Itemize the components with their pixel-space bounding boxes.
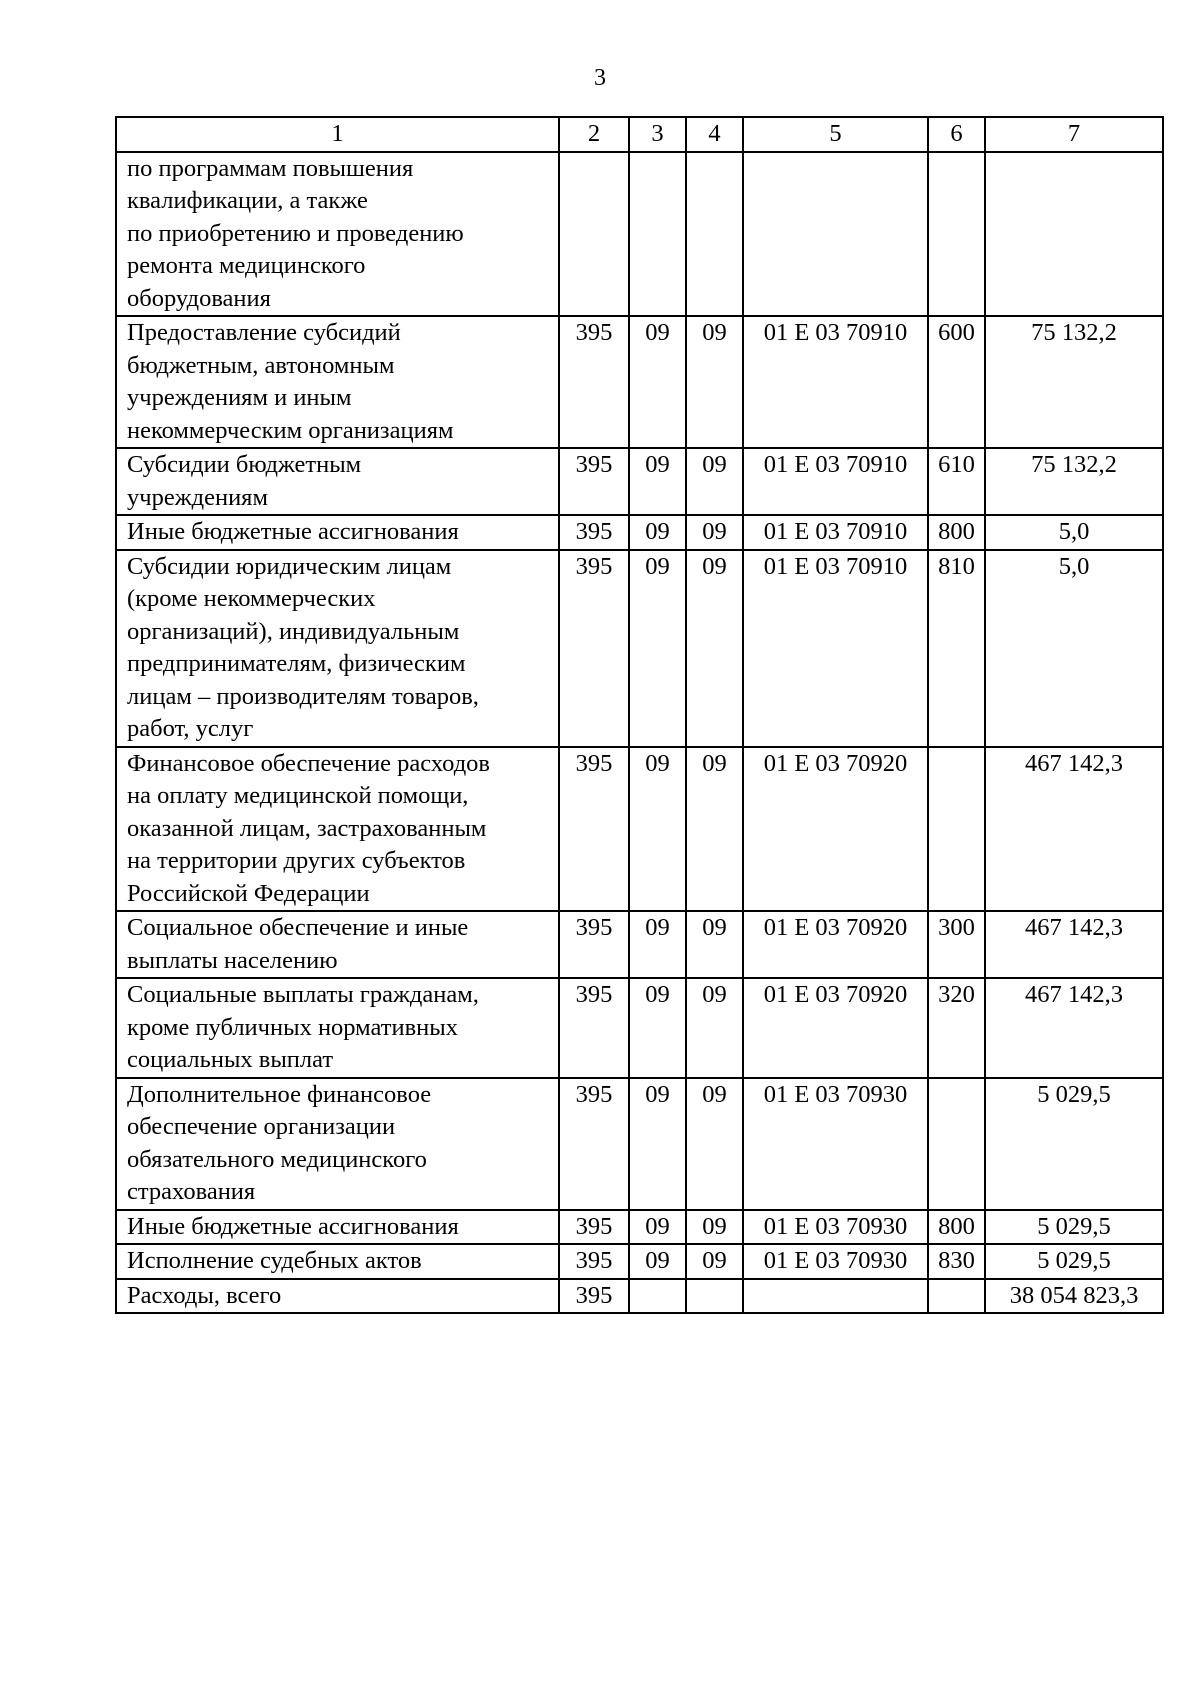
target-article-cell: 01 Е 03 70910: [743, 515, 928, 550]
subsection-code-cell: 09: [686, 1210, 743, 1245]
row-name-line: на территории других субъектов: [127, 847, 466, 874]
admin-code-cell: 395: [559, 316, 629, 448]
amount-cell: 75 132,2: [985, 316, 1163, 448]
row-name-cell: [116, 1078, 559, 1210]
amount-cell: 5 029,5: [985, 1078, 1163, 1210]
table-row: [116, 978, 1163, 1078]
row-name-line: бюджетным, автономным: [127, 351, 395, 379]
row-name-line: учреждениям и иным: [127, 384, 352, 411]
subsection-code-cell: 09: [686, 316, 743, 448]
admin-code-cell: 395: [559, 1210, 629, 1245]
amount-cell: 38 054 823,3: [985, 1279, 1163, 1314]
row-name-line: Финансовое обеспечение расходов: [127, 749, 491, 777]
expense-type-cell: 830: [928, 1244, 985, 1279]
column-header: 2: [559, 117, 629, 152]
amount-cell: 467 142,3: [985, 911, 1163, 978]
row-name-line: организаций), индивидуальным: [127, 617, 460, 645]
admin-code-cell: 395: [559, 1279, 629, 1314]
row-name-line: выплаты населению: [127, 946, 338, 974]
row-name-line: работ, услуг: [127, 715, 254, 742]
expense-type-cell: [928, 1279, 985, 1314]
budget-table: [115, 116, 1164, 1314]
row-name-cell: [116, 152, 559, 317]
target-article-cell: 01 Е 03 70910: [743, 550, 928, 747]
row-name-line: некоммерческим организациям: [127, 416, 454, 444]
amount-cell: 467 142,3: [985, 978, 1163, 1078]
row-name-line: обязательного медицинского: [127, 1145, 427, 1173]
admin-code-cell: 395: [559, 1078, 629, 1210]
target-article-cell: 01 Е 03 70930: [743, 1210, 928, 1245]
target-article-cell: 01 Е 03 70910: [743, 448, 928, 515]
row-name-line: Предоставление субсидий: [127, 319, 401, 346]
row-name-line: на оплату медицинской помощи,: [127, 782, 469, 809]
row-name-cell: [116, 316, 559, 448]
row-name-line: ремонта медицинского: [127, 252, 366, 279]
subsection-code-cell: [686, 1279, 743, 1314]
subsection-code-cell: 09: [686, 911, 743, 978]
page-number: 3: [594, 65, 606, 91]
amount-cell: [985, 152, 1163, 317]
expense-type-cell: 300: [928, 911, 985, 978]
admin-code-cell: 395: [559, 550, 629, 747]
row-name-line: Дополнительное финансовое: [127, 1080, 432, 1108]
table-row: [116, 747, 1163, 912]
section-code-cell: 09: [629, 515, 686, 550]
admin-code-cell: 395: [559, 978, 629, 1078]
row-name-line: Исполнение судебных актов: [127, 1247, 422, 1274]
expense-type-cell: [928, 152, 985, 317]
row-name-line: обеспечение организации: [127, 1113, 396, 1140]
expense-type-cell: 320: [928, 978, 985, 1078]
row-name-line: страхования: [127, 1178, 256, 1205]
section-code-cell: [629, 1279, 686, 1314]
section-code-cell: 09: [629, 550, 686, 747]
table-row: [116, 550, 1163, 747]
column-header: 1: [116, 117, 559, 152]
section-code-cell: 09: [629, 1244, 686, 1279]
table-row: [116, 316, 1163, 448]
row-name-line: лицам – производителям товаров,: [127, 682, 479, 710]
subsection-code-cell: 09: [686, 747, 743, 912]
table-row: [116, 1078, 1163, 1210]
subsection-code-cell: 09: [686, 550, 743, 747]
subsection-code-cell: 09: [686, 1244, 743, 1279]
table-header-row: [116, 117, 1163, 152]
admin-code-cell: 395: [559, 911, 629, 978]
section-code-cell: [629, 152, 686, 317]
admin-code-cell: 395: [559, 1244, 629, 1279]
column-header: 3: [629, 117, 686, 152]
table-row: [116, 448, 1163, 515]
row-name-cell: [116, 515, 559, 550]
section-code-cell: 09: [629, 1210, 686, 1245]
target-article-cell: 01 Е 03 70910: [743, 316, 928, 448]
target-article-cell: 01 Е 03 70920: [743, 747, 928, 912]
table-row: [116, 1279, 1163, 1314]
expense-type-cell: [928, 1078, 985, 1210]
admin-code-cell: 395: [559, 747, 629, 912]
table-row: [116, 1244, 1163, 1279]
row-name-cell: [116, 1244, 559, 1279]
amount-cell: 5 029,5: [985, 1210, 1163, 1245]
row-name-line: (кроме некоммерческих: [127, 585, 376, 612]
section-code-cell: 09: [629, 911, 686, 978]
expense-type-cell: 810: [928, 550, 985, 747]
row-name-line: Субсидии юридическим лицам: [127, 552, 452, 580]
target-article-cell: [743, 1279, 928, 1314]
row-name-cell: [116, 550, 559, 747]
amount-cell: 5,0: [985, 550, 1163, 747]
table-row: [116, 1210, 1163, 1245]
row-name-line: Субсидии бюджетным: [127, 451, 362, 478]
row-name-line: Российской Федерации: [127, 879, 370, 907]
column-header: 7: [985, 117, 1163, 152]
column-header: 4: [686, 117, 743, 152]
expense-type-cell: 800: [928, 1210, 985, 1245]
target-article-cell: 01 Е 03 70930: [743, 1078, 928, 1210]
row-name-line: оборудования: [127, 284, 271, 312]
row-name-line: учреждениям: [127, 483, 268, 511]
row-name-line: квалификации, а также: [127, 187, 368, 214]
section-code-cell: 09: [629, 448, 686, 515]
amount-cell: 75 132,2: [985, 448, 1163, 515]
target-article-cell: [743, 152, 928, 317]
target-article-cell: 01 Е 03 70920: [743, 911, 928, 978]
expense-type-cell: 610: [928, 448, 985, 515]
amount-cell: 5 029,5: [985, 1244, 1163, 1279]
table-row: [116, 911, 1163, 978]
row-name-line: Социальное обеспечение и иные: [127, 914, 469, 941]
expense-type-cell: 800: [928, 515, 985, 550]
row-name-line: Социальные выплаты гражданам,: [127, 981, 479, 1008]
row-name-line: Иные бюджетные ассигнования: [127, 1212, 459, 1240]
subsection-code-cell: 09: [686, 448, 743, 515]
table-row: [116, 515, 1163, 550]
row-name-cell: [116, 911, 559, 978]
section-code-cell: 09: [629, 747, 686, 912]
section-code-cell: 09: [629, 1078, 686, 1210]
admin-code-cell: 395: [559, 515, 629, 550]
expense-type-cell: 600: [928, 316, 985, 448]
row-name-cell: [116, 1210, 559, 1245]
section-code-cell: 09: [629, 316, 686, 448]
section-code-cell: 09: [629, 978, 686, 1078]
row-name-line: кроме публичных нормативных: [127, 1013, 458, 1041]
subsection-code-cell: [686, 152, 743, 317]
amount-cell: 467 142,3: [985, 747, 1163, 912]
row-name-line: по программам повышения: [127, 154, 414, 182]
row-name-cell: [116, 1279, 559, 1314]
row-name-cell: [116, 978, 559, 1078]
target-article-cell: 01 Е 03 70930: [743, 1244, 928, 1279]
admin-code-cell: [559, 152, 629, 317]
row-name-cell: [116, 448, 559, 515]
row-name-line: оказанной лицам, застрахованным: [127, 814, 487, 842]
subsection-code-cell: 09: [686, 515, 743, 550]
row-name-line: социальных выплат: [127, 1046, 334, 1073]
table-row: [116, 152, 1163, 317]
row-name-line: Расходы, всего: [127, 1281, 282, 1309]
row-name-line: по приобретению и проведению: [127, 219, 464, 247]
admin-code-cell: 395: [559, 448, 629, 515]
subsection-code-cell: 09: [686, 1078, 743, 1210]
column-header: 6: [928, 117, 985, 152]
subsection-code-cell: 09: [686, 978, 743, 1078]
expense-type-cell: [928, 747, 985, 912]
column-header: 5: [743, 117, 928, 152]
row-name-line: Иные бюджетные ассигнования: [127, 518, 459, 545]
target-article-cell: 01 Е 03 70920: [743, 978, 928, 1078]
row-name-line: предпринимателям, физическим: [127, 650, 466, 677]
amount-cell: 5,0: [985, 515, 1163, 550]
row-name-cell: [116, 747, 559, 912]
